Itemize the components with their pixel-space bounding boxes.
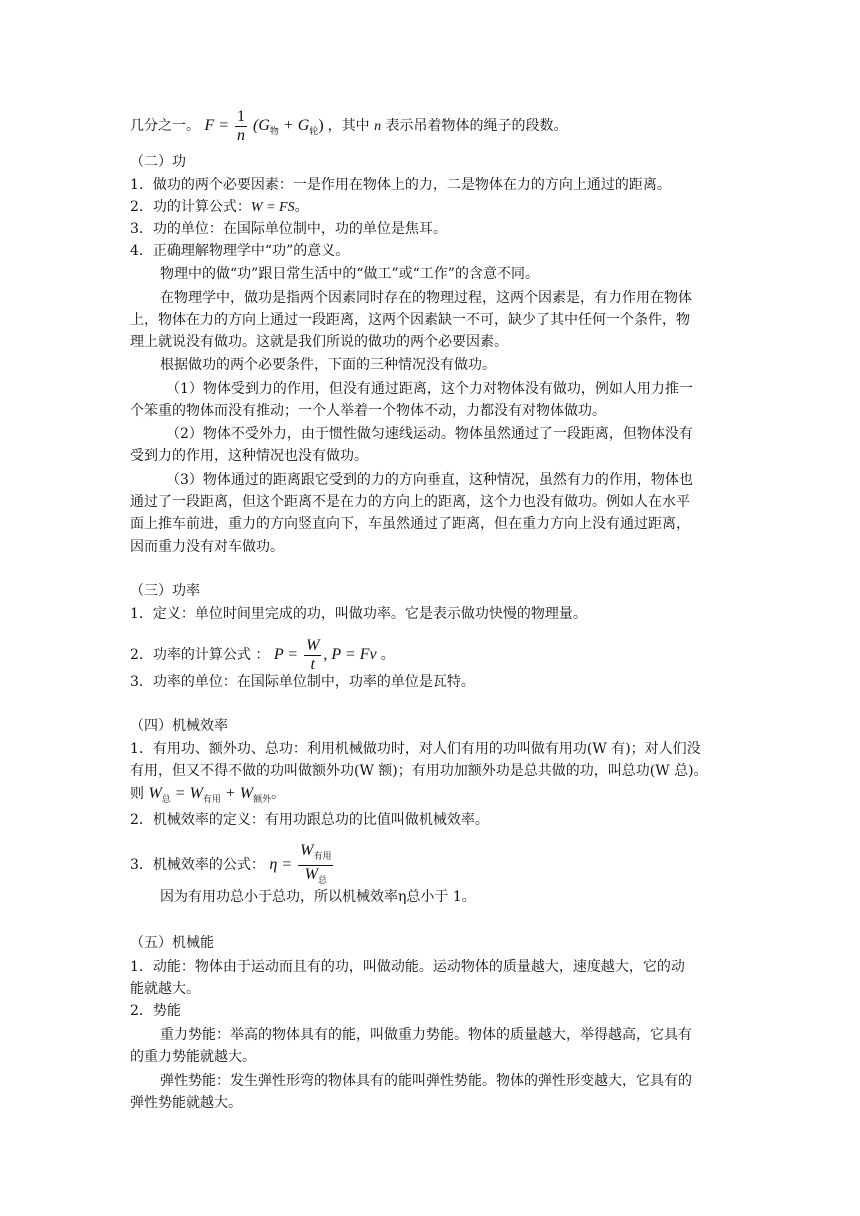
formula-lhs: η = bbox=[269, 856, 293, 874]
formula-subscript: 额外 bbox=[253, 794, 272, 804]
text-segment: 2．功的计算公式： bbox=[130, 199, 251, 215]
paragraph-line: 根据做功的两个必要条件，下面的三种情况没有做功。 bbox=[160, 357, 496, 373]
efficiency-formula bbox=[269, 842, 335, 885]
formula-subscript: 轮 bbox=[309, 126, 319, 137]
paragraph-line: 2．机械效率的定义：有用功跟总功的比值叫做机械效率。 bbox=[130, 812, 489, 828]
paragraph-line: 弹性势能就越大。 bbox=[130, 1095, 242, 1111]
formula-lhs: P = bbox=[273, 646, 299, 664]
paragraph-line: 通过了一段距离，但这个距离不是在力的方向上的距离，这个力也没有做功。例如人在水平 bbox=[130, 494, 690, 510]
text-segment: 。 bbox=[294, 199, 309, 215]
text-segment: 3．机械效率的公式： bbox=[130, 857, 265, 874]
paragraph-line: 能就越大。 bbox=[130, 981, 200, 997]
formula-term: (G bbox=[253, 117, 270, 135]
paragraph-line: 4．正确理解物理学中“功”的意义。 bbox=[130, 243, 350, 259]
text-segment: ，其中 bbox=[327, 118, 370, 135]
paragraph-line: 1．定义：单位时间里完成的功，叫做功率。它是表示做功快慢的物理量。 bbox=[130, 606, 587, 622]
paragraph-line: 的重力势能就越大。 bbox=[130, 1049, 256, 1065]
paragraph-line: 物理中的做“功”跟日常生活中的“做工”或“工作”的含意不同。 bbox=[160, 266, 539, 282]
paragraph-line: 在物理学中，做功是指两个因素同时存在的物理过程，这两个因素是，有力作用在物体 bbox=[160, 290, 692, 306]
paragraph-line: 1．动能：物体由于运动而且有的功，叫做动能。运动物体的质量越大，速度越大，它的动 bbox=[130, 959, 685, 975]
paragraph-line: 个笨重的物体而没有推动；一个人举着一个物体不动，力都没有对物体做功。 bbox=[130, 403, 606, 419]
paragraph-line: 因为有用功总小于总功，所以机械效率η总小于 1。 bbox=[160, 889, 476, 905]
section-heading-power: （三）功率 bbox=[130, 583, 200, 599]
paragraph-line: 上，物体在力的方向上通过一段距离，这两个因素缺一不可，缺少了其中任何一个条件，物 bbox=[130, 312, 690, 328]
fraction-numerator: 1 bbox=[237, 108, 246, 125]
fraction-denominator bbox=[298, 865, 333, 889]
text-segment: 表示吊着物体的绳子的段数。 bbox=[385, 118, 568, 135]
formula-term: + W bbox=[220, 785, 254, 802]
fraction bbox=[235, 108, 247, 145]
paragraph-line: 3．功的单位：在国际单位制中，功的单位是焦耳。 bbox=[130, 221, 447, 237]
pulley-force-formula bbox=[204, 108, 327, 144]
formula-term: W bbox=[304, 866, 318, 883]
paragraph-line: 弹性势能：发生弹性形弯的物体具有的能叫弹性势能。物体的弹性形变越大，它具有的 bbox=[160, 1073, 692, 1089]
section-heading-efficiency: （四）机械效率 bbox=[130, 718, 228, 734]
text-segment: 则 bbox=[130, 786, 144, 802]
paragraph-line: 有用，但又不得不做的功叫做额外功(W 额)；有用功加额外功是总共做的功，叫总功(W 总)。 bbox=[130, 763, 708, 779]
formula-term: W bbox=[148, 785, 162, 802]
paragraph-line: 重力势能：举高的物体具有的能，叫做重力势能。物体的质量越大，举得越高，它具有 bbox=[160, 1027, 692, 1043]
total-work-formula bbox=[148, 785, 271, 802]
formula-subscript: 总 bbox=[161, 794, 171, 804]
total-work-line bbox=[130, 784, 285, 809]
formula-term: W bbox=[300, 842, 314, 859]
fraction-numerator: W bbox=[306, 637, 320, 654]
formula-term: , P = Fv bbox=[323, 646, 377, 664]
paragraph-line: 理上就说没有做功。这就是我们所说的做功的两个必要因素。 bbox=[130, 334, 508, 350]
formula-lhs: F = bbox=[204, 117, 230, 135]
text-segment: 2．功率的计算公式 ： bbox=[130, 647, 270, 664]
section-heading-work: （二）功 bbox=[130, 154, 186, 170]
formula-term: = W bbox=[170, 785, 203, 802]
efficiency-formula-line bbox=[130, 842, 335, 889]
formula-subscript: 有用 bbox=[202, 794, 221, 804]
text-segment: 。 bbox=[380, 647, 395, 664]
paragraph-line: （2）物体不受外力，由于惯性做匀速线运动。物体虽然通过了一段距离，但物体没有 bbox=[166, 426, 693, 442]
formula-subscript: 物 bbox=[269, 126, 279, 137]
work-formula: W = FS bbox=[250, 200, 295, 215]
section-heading-mechanical-energy: （五）机械能 bbox=[130, 935, 214, 951]
paragraph-line: 因而重力没有对车做功。 bbox=[130, 539, 284, 555]
text-segment: 几分之一。 bbox=[130, 118, 200, 135]
paragraph-line: （3）物体通过的距离跟它受到的力的方向垂直，这种情况，虽然有力的作用，物体也 bbox=[166, 472, 693, 488]
paragraph-line: （1）物体受到力的作用，但没有通过距离，这个力对物体没有做功，例如人用力推一 bbox=[166, 381, 693, 397]
fraction bbox=[298, 842, 333, 889]
fraction bbox=[304, 637, 321, 674]
power-formula-line bbox=[130, 637, 395, 674]
formula-term: + G bbox=[278, 117, 310, 135]
fraction-denominator: n bbox=[237, 127, 246, 144]
paragraph-line: 受到力的作用，这种情况也没有做功。 bbox=[130, 448, 368, 464]
work-formula-line bbox=[130, 197, 309, 218]
formula-term: ) bbox=[318, 117, 324, 135]
formula-subscript: 总 bbox=[317, 875, 327, 885]
fraction-denominator: t bbox=[304, 655, 321, 674]
formula-subscript: 有用 bbox=[313, 851, 332, 861]
paragraph-line: 1．有用功、额外功、总功：利用机械做功时，对人们有用的功叫做有用功(W 有)；对人们没 bbox=[130, 741, 701, 757]
text-segment: 。 bbox=[271, 786, 286, 802]
paragraph-line: 2．势能 bbox=[130, 1003, 181, 1019]
power-formula bbox=[273, 637, 381, 673]
fraction-numerator bbox=[298, 842, 333, 865]
paragraph-line: 面上推车前进，重力的方向竖直向下，车虽然通过了距离，但在重力方向上没有通过距离， bbox=[130, 516, 690, 532]
variable-n: n bbox=[374, 119, 382, 135]
paragraph-line: 1．做功的两个必要因素：一是作用在物体上的力，二是物体在力的方向上通过的距离。 bbox=[130, 177, 671, 193]
paragraph-line: 3．功率的单位：在国际单位制中，功率的单位是瓦特。 bbox=[130, 674, 475, 690]
pulley-force-line bbox=[130, 108, 568, 145]
